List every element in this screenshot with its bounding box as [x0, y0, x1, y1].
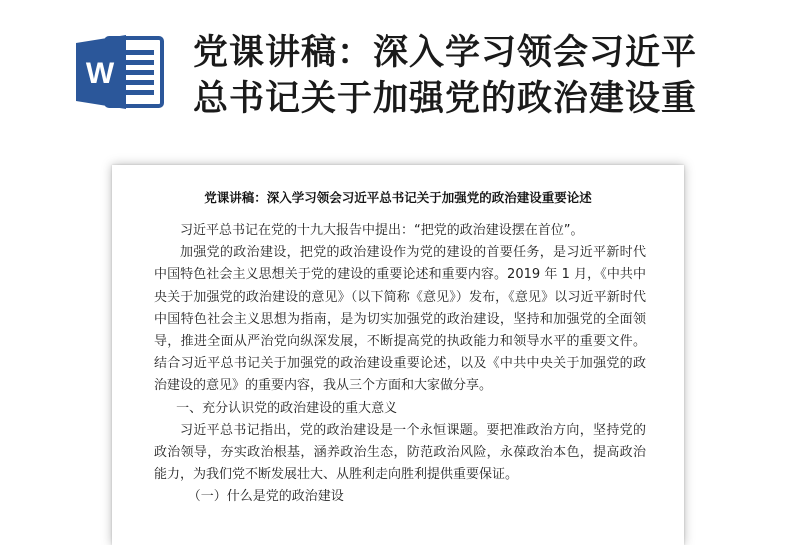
document-body [154, 220, 646, 509]
word-icon-letter: W [85, 57, 115, 90]
document-page [112, 165, 684, 545]
header [0, 0, 800, 150]
section-heading-1: 一、充分认识党的政治建设的重大意义 [176, 400, 398, 416]
page-title-line2: 总书记关于加强党的政治建设重 [193, 79, 698, 119]
subsection-heading-1: （一）什么是党的政治建设 [187, 489, 344, 505]
document-title: 党课讲稿：深入学习领会习近平总书记关于加强党的政治建设重要论述 [204, 190, 592, 205]
paragraph-background: 加强党的政治建设，把党的政治建设作为党的建设的首要任务，是习近平新时代中国特色社会主义思想关于党的建设的重要论述和重要内容。2019 年 1 月，《中共中央关于加强党的政治建设的意见》（以下简称《意见》）发布，《意见》以习近平新时代中国特色社会主义思想为指南，是为切实加强党的政治建设，坚持和加强党的全面领导，推进全面从严治党向纵深发展，不断提高党的执政能力和领导水平的重要文件。结合习近平总书记关于加强党的政治建设重要论述，以及《中共中央关于加强党的政治建设的意见》的重要内容，我从三个方面和大家做分享。 [154, 245, 646, 394]
word-icon [76, 34, 166, 110]
page-title [193, 30, 793, 122]
paragraph-section-1: 习近平总书记指出，党的政治建设是一个永恒课题。要把准政治方向，坚持党的政治领导，夯实政治根基，涵养政治生态，防范政治风险，永葆政治本色，提高政治能力，为我们党不断发展壮大、从胜利走向胜利提供重要保证。 [154, 422, 646, 483]
paragraph-intro: 习近平总书记在党的十九大报告中提出：“把党的政治建设摆在首位”。 [180, 223, 584, 238]
page-title-line1: 党课讲稿：深入学习领会习近平 [193, 33, 698, 73]
